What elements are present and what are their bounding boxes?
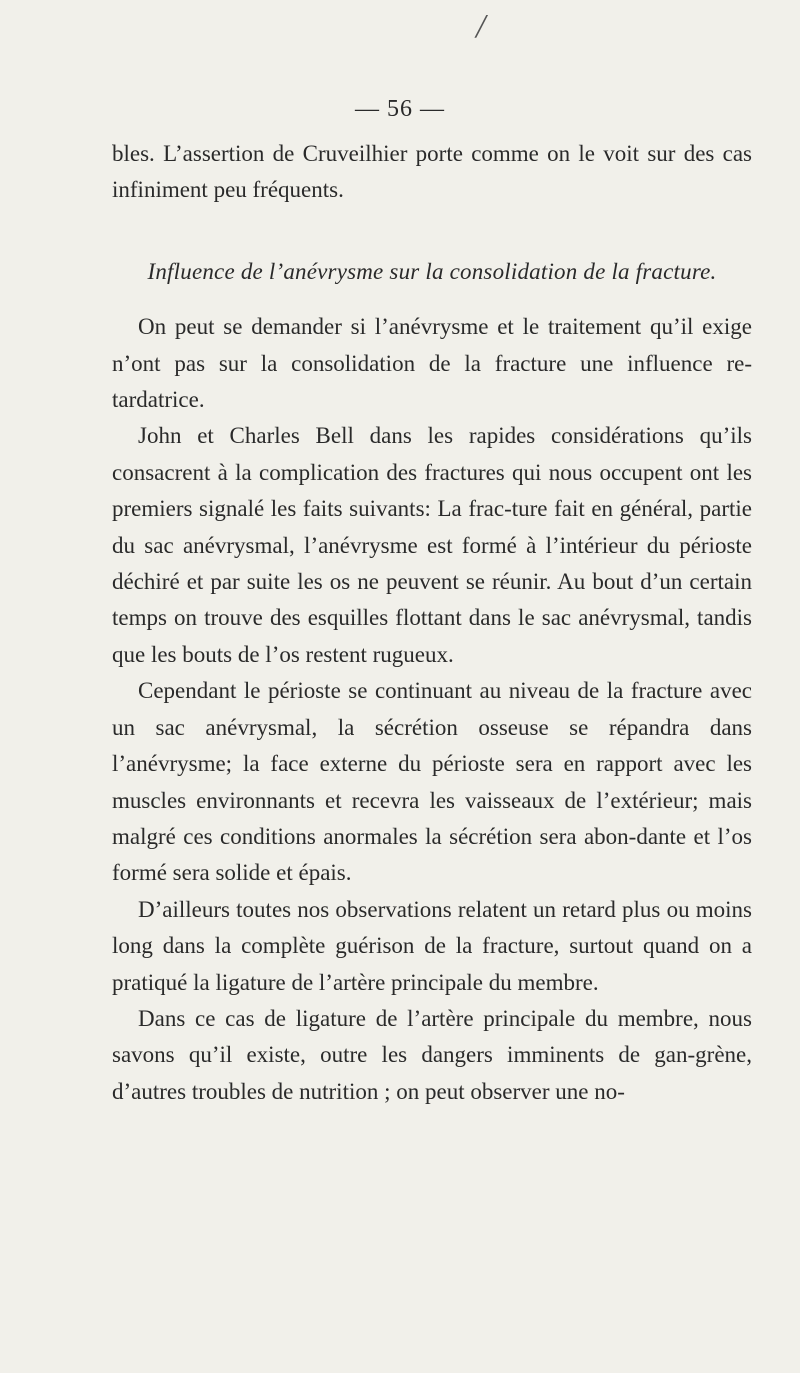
paragraph: Cependant le périoste se continuant au niveau de la fracture avec un sac anévrysmal, la sécrétion osseuse se répandra dans l’anévrysme; la face externe du périoste sera en rapport avec les muscles environnants et recevra les vaisseaux de l’extérieur; mais malgré ces conditions anormales la sécrétion sera abon-dante et l’os formé sera solide et épais. — [112, 678, 752, 886]
body-text — [112, 136, 752, 1110]
stray-pen-mark: / — [476, 8, 486, 45]
section-heading: Influence de l’anévrysme sur la consolidation de la fracture. — [147, 258, 717, 284]
paragraph-continuation: bles. L’assertion de Cruveilhier porte comme on le voit sur des cas infiniment peu fréquents. — [112, 141, 752, 203]
paragraph: John et Charles Bell dans les rapides considérations qu’ils consacrent à la complication des fractures qui nous occupent ont les premiers signalé les faits suivants: La frac-ture fait en général, partie du sac anévrysmal, l’anévrysme est formé à l’intérieur du périoste déchiré et par suite les os ne peuvent se réunir. Au bout d’un certain temps on trouve des esquilles flottant dans le sac anévrysmal, tandis que les bouts de l’os restent rugueux. — [112, 423, 752, 667]
paragraph: On peut se demander si l’anévrysme et le traitement qu’il exige n’ont pas sur la consolidation de la fracture une influence re-tardatrice. — [112, 314, 752, 413]
paragraph: Dans ce cas de ligature de l’artère principale du membre, nous savons qu’il existe, outre les dangers imminents de gan-grène, d’autres troubles de nutrition ; on peut observer une no- — [112, 1005, 752, 1104]
paragraph: D’ailleurs toutes nos observations relatent un retard plus ou moins long dans la complète guérison de la fracture, surtout quand on a pratiqué la ligature de l’artère principale du membre. — [112, 896, 752, 995]
page-number: — 56 — — [355, 96, 445, 122]
